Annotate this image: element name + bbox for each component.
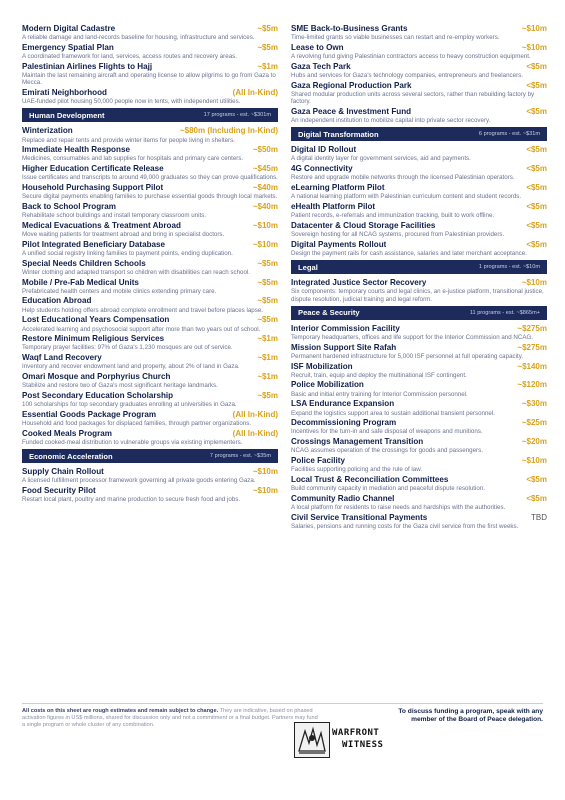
program-description: Time-limited grants so viable businesses can restart and re-employ workers. (291, 34, 500, 42)
program-title: Immediate Health Response (22, 145, 130, 155)
program-title: Lease to Own (291, 42, 344, 52)
program-row (291, 278, 547, 288)
logo-text-line1: WARFRONT (332, 728, 380, 738)
section-title: Economic Acceleration (29, 451, 113, 461)
program-item-palestinian-airlines-flights-to-hajj (22, 62, 278, 87)
program-row (291, 62, 547, 72)
program-row (22, 221, 278, 231)
program-row (22, 391, 278, 401)
program-item-police-facility (291, 456, 547, 473)
program-amount: ~$1m (257, 353, 278, 363)
program-title: 4G Connectivity (291, 164, 353, 174)
contact-note: To discuss funding a program, speak with any member of the Board of Peace delegation. (398, 708, 543, 723)
program-item-back-to-school-program (22, 202, 278, 219)
program-item-restore-minimum-religious-services (22, 334, 278, 351)
program-item-emirati-neighborhood (22, 88, 278, 105)
program-amount: ~$10m (521, 278, 547, 288)
disclaimer-text: They are indicative, based on phased activation figures in US$ millions, shared for discussion only and not a commitment or a final budget. Partners may fund a single program or whole cluster of any combination. (22, 708, 318, 728)
program-amount: <$5m (526, 239, 547, 249)
program-title: Integrated Justice Sector Recovery (291, 278, 427, 288)
program-title: Winterization (22, 126, 73, 136)
program-title: Gaza Peace & Investment Fund (291, 106, 412, 116)
program-title: Gaza Tech Park (291, 61, 351, 71)
program-item-modern-digital-cadastre (22, 24, 278, 41)
program-row (291, 418, 547, 428)
program-amount: ~$10m (521, 42, 547, 52)
program-row (291, 202, 547, 212)
program-amount: ~$5m (257, 24, 278, 33)
program-description: Rehabilitate school buildings and install temporary classroom units. (22, 212, 206, 220)
program-item-police-mobilization (291, 380, 547, 397)
left-top-programs (22, 24, 278, 105)
program-description: A local platform for residents to raise needs and hardships with the authorities. (291, 504, 506, 512)
program-title: Food Security Pilot (22, 486, 96, 496)
program-item-winterization (22, 126, 278, 143)
program-row (291, 437, 547, 447)
program-description: Replace and repair tents and provide winter items for people living in shelters. (22, 136, 235, 144)
program-title: Back to School Program (22, 201, 116, 211)
section-title: Legal (298, 262, 318, 272)
program-row (22, 183, 278, 193)
program-title: Education Abroad (22, 296, 92, 306)
program-title: Community Radio Channel (291, 493, 395, 503)
program-title: Police Facility (291, 456, 345, 466)
program-title: Higher Education Certificate Release (22, 164, 164, 174)
program-description: A reliable damage and land-records baseline for housing, infrastructure and services. (22, 34, 255, 42)
program-description: Patient records, e-referrals and immunization tracking, built to work offline. (291, 212, 495, 220)
program-row (291, 145, 547, 155)
program-description: Recruit, train, equip and deploy the multinational ISF contingent. (291, 371, 467, 379)
program-row (291, 324, 547, 334)
section-title: Digital Transformation (298, 129, 379, 139)
program-amount: ~$140m (517, 361, 547, 371)
program-item-lease-to-own (291, 43, 547, 60)
program-row (291, 494, 547, 504)
program-row (291, 43, 547, 53)
section-header-economic-acceleration (22, 449, 278, 463)
program-row (22, 88, 278, 98)
program-row (291, 107, 547, 117)
program-row (291, 343, 547, 353)
program-item-crossings-management-transition (291, 437, 547, 454)
section-header-digital-transformation (291, 127, 547, 141)
program-item-education-abroad (22, 296, 278, 313)
program-item-lost-educational-years-compensation (22, 315, 278, 332)
program-amount: ~$10m (252, 239, 278, 249)
program-description: Prefabricated health centers and mobile clinics extending primary care. (22, 287, 217, 295)
program-amount: ~$120m (517, 380, 547, 390)
program-title: eLearning Platform Pilot (291, 183, 385, 193)
program-title: Household Purchasing Support Pilot (22, 183, 164, 193)
program-row (291, 362, 547, 372)
program-description: NCAG assumes operation of the crossings for goods and passengers. (291, 447, 483, 455)
program-description: 100 scholarships for top secondary graduates enrolling at universities in Gaza. (22, 401, 237, 409)
program-row (291, 399, 547, 409)
program-amount: ~$10m (252, 220, 278, 230)
section-meta: 17 programs - est. ~$301m (203, 112, 271, 119)
program-item-waqf-land-recovery (22, 353, 278, 370)
program-title: Omari Mosque and Porphyrius Church (22, 372, 171, 382)
program-item-isf-mobilization (291, 362, 547, 379)
program-row (22, 202, 278, 212)
program-item-lsa-endurance-expansion (291, 399, 547, 416)
program-amount: <$5m (526, 183, 547, 193)
program-description: Permanent hardened infrastructure for 5,000 ISF personnel at full operating capacity. (291, 352, 524, 360)
program-item-community-radio-channel (291, 494, 547, 511)
warfront-witness-logo (290, 722, 398, 784)
program-description: Inventory and recover endowment land and property, about 2% of land in Gaza. (22, 363, 240, 371)
program-title: ISF Mobilization (291, 361, 353, 371)
program-amount: ~$30m (521, 399, 547, 409)
program-title: Digital Payments Rollout (291, 239, 387, 249)
cost-disclaimer (22, 708, 322, 728)
program-item-post-secondary-education-scholarship (22, 391, 278, 408)
program-row (291, 240, 547, 250)
program-description: Help students holding offers abroad complete enrollment and travel before places lapse. (22, 306, 264, 314)
program-title: Lost Educational Years Compensation (22, 315, 170, 325)
program-description: Incentives for the turn-in and safe disposal of weapons and munitions. (291, 428, 483, 436)
program-amount: ~$40m (252, 183, 278, 193)
program-item-household-purchasing-support-pilot (22, 183, 278, 200)
program-amount: ~$25m (521, 418, 547, 428)
program-description: Funded cooked-meal distribution to vulnerable groups via existing implementers. (22, 439, 243, 447)
logo-text-line2: WITNESS (342, 740, 384, 750)
program-amount: <$5m (526, 201, 547, 211)
section-header-human-development (22, 108, 278, 122)
program-title: Waqf Land Recovery (22, 353, 102, 363)
program-row (22, 372, 278, 382)
program-amount: ~$10m (252, 486, 278, 496)
program-description: Basic and initial entry training for Interior Commission personnel. (291, 390, 468, 398)
program-description: Salaries, pensions and running costs for the Gaza civil service from the first weeks. (291, 523, 519, 531)
program-row (22, 315, 278, 325)
program-item-digital-id-rollout (291, 145, 547, 162)
program-title: Pilot Integrated Beneficiary Database (22, 239, 166, 249)
program-item-local-trust-reconciliation-committees (291, 475, 547, 492)
section-meta: 11 programs - est. ~$865m+ (469, 309, 540, 316)
program-row (291, 456, 547, 466)
program-item-civil-service-transitional-payments (291, 513, 547, 530)
program-amount: ~$1m (257, 61, 278, 71)
section-meta: 1 programs - est. ~$10m (478, 264, 540, 271)
program-item-integrated-justice-sector-recovery (291, 278, 547, 303)
program-title: Supply Chain Rollout (22, 467, 104, 477)
program-item-special-needs-children-schools (22, 259, 278, 276)
program-description: Sovereign hosting for all NCAG systems, procured from Palestinian providers. (291, 231, 505, 239)
program-description: Household and food packages for displaced families, through partner organizations. (22, 420, 252, 428)
program-description: Secure digital payments enabling families to purchase essential goods through local markets. (22, 193, 278, 201)
program-title: eHealth Platform Pilot (291, 201, 376, 211)
program-amount: ~$5m (257, 277, 278, 287)
program-description: Maintain the last remaining aircraft and operating license to allow pilgrims to go from Gaza to Mecca. (22, 72, 276, 87)
program-item-medical-evacuations-treatment-abroad (22, 221, 278, 238)
program-title: Gaza Regional Production Park (291, 80, 412, 90)
program-title: Decommissioning Program (291, 418, 397, 428)
program-amount: ~$5m (257, 42, 278, 52)
program-description: UAE-funded pilot housing 50,000 people now in tents, with independent utilities. (22, 98, 241, 106)
program-amount: ~$275m (517, 323, 547, 333)
program-row (291, 164, 547, 174)
program-item-emergency-spatial-plan (22, 43, 278, 60)
program-title: Local Trust & Reconciliation Committees (291, 475, 449, 484)
right-top-programs (291, 24, 547, 124)
program-title: Post Secondary Education Scholarship (22, 391, 174, 400)
program-amount: <$5m (526, 493, 547, 503)
program-amount: TBD (531, 512, 547, 522)
program-amount: ~$1m (257, 372, 278, 382)
program-amount: <$5m (526, 106, 547, 116)
left-column (22, 24, 278, 505)
program-item-higher-education-certificate-release (22, 164, 278, 181)
program-amount: <$5m (526, 61, 547, 71)
program-row (22, 429, 278, 439)
program-amount: ~$50m (252, 145, 278, 155)
program-amount: ~$275m (517, 342, 547, 352)
program-row (291, 513, 547, 523)
section-header-legal (291, 260, 547, 274)
program-description: Restart local plant, poultry and marine production to secure fresh food and jobs. (22, 496, 241, 504)
program-amount: ~$5m (257, 258, 278, 268)
section-header-peace-security (291, 306, 547, 320)
program-title: Special Needs Children Schools (22, 258, 146, 268)
section-title: Peace & Security (298, 308, 360, 318)
program-amount: <$5m (526, 145, 547, 155)
program-row (291, 221, 547, 231)
program-amount: ~$40m (252, 201, 278, 211)
program-item-ehealth-platform-pilot (291, 202, 547, 219)
program-item-essential-goods-package-program (22, 410, 278, 427)
section-meta: 6 programs - est. ~$31m (478, 131, 540, 138)
program-description: A revolving fund giving Palestinian contractors access to heavy construction equipment. (291, 53, 531, 61)
program-row (22, 145, 278, 155)
program-description: Medicines, consumables and lab supplies for hospitals and primary care centers. (22, 155, 244, 163)
program-row (22, 486, 278, 496)
program-title: Essential Goods Package Program (22, 409, 157, 419)
program-item-datacenter-cloud-storage-facilities (291, 221, 547, 238)
program-description: Facilities supporting policing and the rule of law. (291, 466, 423, 474)
program-title: Modern Digital Cadastre (22, 24, 116, 33)
peace-security-programs (291, 324, 547, 530)
program-title: Restore Minimum Religious Services (22, 334, 165, 344)
program-amount: ~$10m (252, 467, 278, 477)
program-title: Mobile / Pre-Fab Medical Units (22, 277, 139, 287)
human-development-programs (22, 126, 278, 446)
program-row (22, 278, 278, 288)
program-row (22, 164, 278, 174)
disclaimer-bold: All costs on this sheet are rough estimates and remain subject to change. (22, 708, 219, 714)
program-title: Civil Service Transitional Payments (291, 512, 428, 522)
program-description: Temporary prayer facilities: 97% of Gaza's 1,230 mosques are out of service. (22, 344, 233, 352)
program-description: Winter clothing and adapted transport so children with disabilities can reach school. (22, 268, 251, 276)
program-amount: ~$10m (521, 456, 547, 466)
program-item-gaza-regional-production-park (291, 81, 547, 106)
program-item-gaza-tech-park (291, 62, 547, 79)
program-amount: ~$5m (257, 315, 278, 325)
program-item-sme-back-to-business-grants (291, 24, 547, 41)
program-description: Issue certificates and transcripts to around 49,000 graduates so they can prove qualifications. (22, 174, 278, 182)
program-item-pilot-integrated-beneficiary-database (22, 240, 278, 257)
program-item-mobile-pre-fab-medical-units (22, 278, 278, 295)
program-row (291, 81, 547, 91)
program-amount: ~$45m (252, 164, 278, 174)
program-row (22, 353, 278, 363)
program-description: Shared modular production units across several sectors, rather than rebuilding factory by factory. (291, 90, 535, 106)
program-description: Expand the logistics support area to sustain additional transient personnel. (291, 409, 495, 417)
program-amount: ~$20m (521, 437, 547, 447)
program-item-food-security-pilot (22, 486, 278, 503)
program-description: Design the payment rails for cash assistance, salaries and later merchant acceptance. (291, 249, 527, 257)
program-description: Build community capacity in mediation and peaceful dispute resolution. (291, 485, 485, 493)
program-row (22, 259, 278, 269)
program-row (22, 296, 278, 306)
program-row (22, 62, 278, 72)
program-title: Emirati Neighborhood (22, 87, 107, 97)
legal-programs (291, 278, 547, 303)
program-item-supply-chain-rollout (22, 467, 278, 484)
program-description: A unified social registry linking families to payment points, ending duplication. (22, 249, 233, 257)
section-meta: 7 programs - est. ~$35m (209, 453, 271, 460)
digital-transformation-programs (291, 145, 547, 257)
program-description: Move waiting patients for treatment abroad and bring in specialist doctors. (22, 231, 225, 239)
program-title: Palestinian Airlines Flights to Hajj (22, 61, 153, 71)
program-item-immediate-health-response (22, 145, 278, 162)
program-item-decommissioning-program (291, 418, 547, 435)
program-description: Accelerated learning and psychosocial support after more than two years out of school. (22, 325, 261, 333)
program-item-cooked-meals-program (22, 429, 278, 446)
program-amount: <$5m (526, 220, 547, 230)
program-description: Hubs and services for Gaza's technology companies, entrepreneurs and freelancers. (291, 72, 523, 80)
program-row (291, 380, 547, 390)
program-item-digital-payments-rollout (291, 240, 547, 257)
section-title: Human Development (29, 110, 105, 120)
right-column (291, 24, 547, 532)
program-item-omari-mosque-and-porphyrius-church (22, 372, 278, 389)
program-title: LSA Endurance Expansion (291, 399, 395, 409)
program-title: Crossings Management Transition (291, 437, 424, 447)
program-item-elearning-platform-pilot (291, 183, 547, 200)
program-description: A national learning platform with Palestinian curriculum content and student records. (291, 193, 522, 201)
program-title: Datacenter & Cloud Storage Facilities (291, 220, 436, 230)
program-amount: (All In-Kind) (232, 87, 278, 97)
program-amount: <$5m (526, 475, 547, 484)
program-amount: ~$80m (Including In-Kind) (179, 126, 278, 136)
program-row (291, 475, 547, 485)
program-amount: <$5m (526, 80, 547, 90)
program-amount: ~$5m (257, 391, 278, 400)
program-description: Six components: temporary courts and legal clinics, an e-justice platform, transitional justice, dispute resolution, judicial training and legal reform. (291, 288, 544, 303)
program-title: Digital ID Rollout (291, 145, 357, 155)
program-row (22, 126, 278, 136)
program-item-gaza-peace-investment-fund (291, 107, 547, 124)
program-amount: (All In-Kind) (232, 409, 278, 419)
program-row (22, 43, 278, 53)
program-description: An independent institution to mobilize capital into private sector recovery. (291, 117, 491, 125)
footer (22, 703, 543, 750)
logo-emblem-icon (294, 722, 330, 758)
program-description: Temporary headquarters, offices and life support for the Interior Commission and NCAG. (291, 333, 533, 341)
program-title: Mission Support Site Rafah (291, 342, 397, 352)
program-description: A coordinated framework for land, services, access routes and recovery areas. (22, 53, 237, 61)
program-row (22, 24, 278, 34)
program-description: Restore and upgrade mobile networks through the licensed Palestinian operators. (291, 174, 515, 182)
program-title: Medical Evacuations & Treatment Abroad (22, 220, 181, 230)
program-amount: <$5m (526, 164, 547, 174)
program-row (22, 410, 278, 420)
economic-acceleration-programs (22, 467, 278, 503)
program-item-4g-connectivity (291, 164, 547, 181)
program-title: Police Mobilization (291, 380, 364, 390)
program-row (22, 334, 278, 344)
program-amount: ~$10m (521, 24, 547, 33)
program-row (291, 24, 547, 34)
program-description: Stabilize and restore two of Gaza's most significant heritage landmarks. (22, 382, 218, 390)
program-row (22, 467, 278, 477)
program-amount: ~$1m (257, 334, 278, 344)
program-title: Emergency Spatial Plan (22, 42, 114, 52)
program-title: Cooked Meals Program (22, 428, 112, 438)
program-amount: (All In-Kind) (232, 428, 278, 438)
program-item-mission-support-site-rafah (291, 343, 547, 360)
program-description: A licensed fulfillment processor framework governing all private goods entering Gaza. (22, 477, 256, 485)
program-row (22, 240, 278, 250)
program-item-interior-commission-facility (291, 324, 547, 341)
program-title: Interior Commission Facility (291, 323, 400, 333)
program-amount: ~$5m (257, 296, 278, 306)
program-row (291, 183, 547, 193)
program-title: SME Back-to-Business Grants (291, 24, 408, 33)
program-description: A digital identity layer for government services, aid and payments. (291, 155, 471, 163)
